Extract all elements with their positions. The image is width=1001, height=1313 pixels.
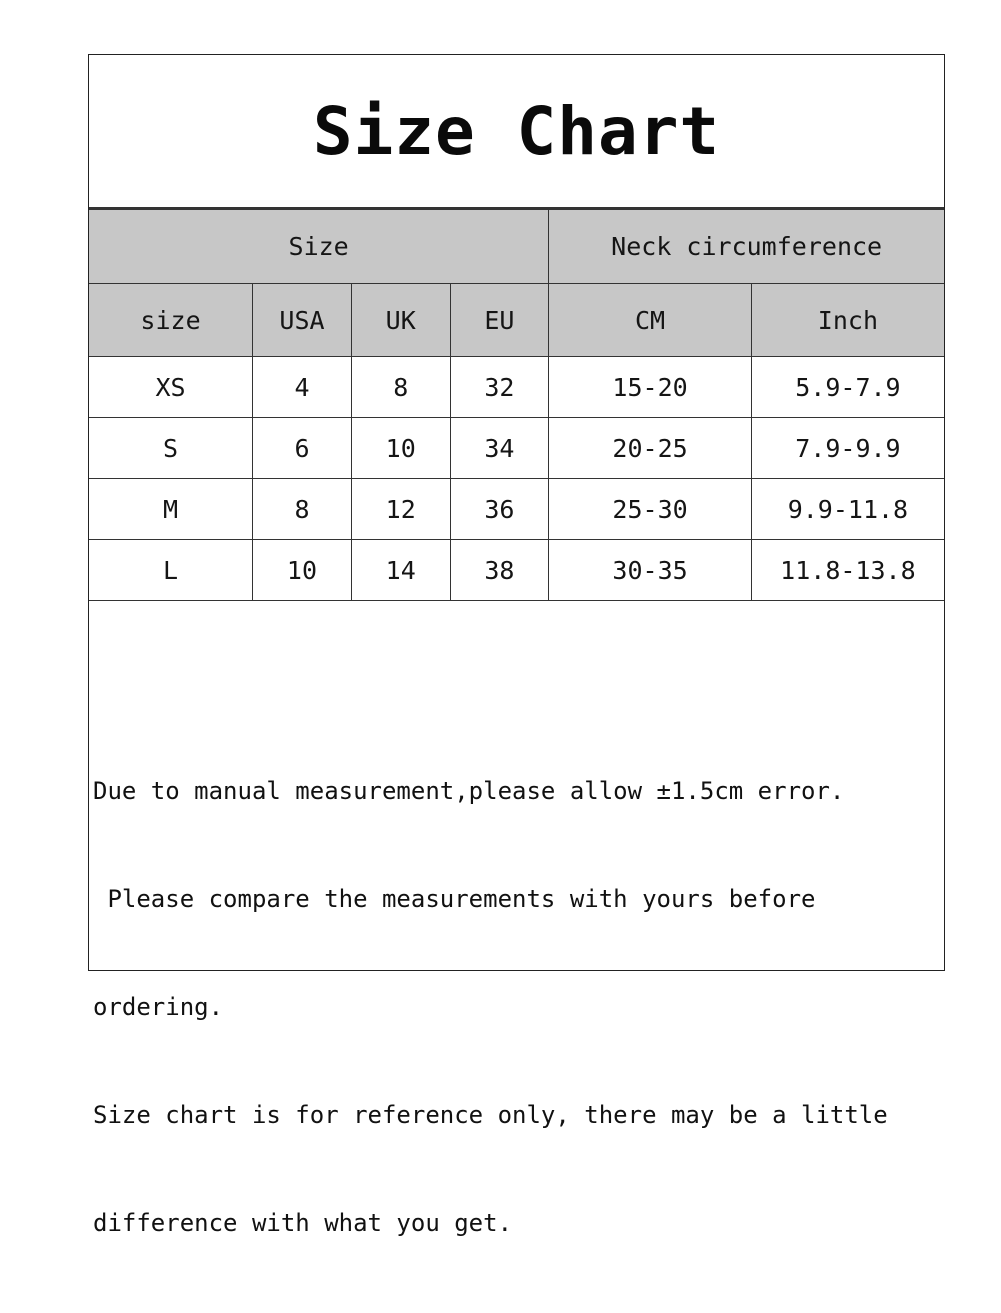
size-table [89, 209, 944, 601]
table-cell: 30-35 [549, 540, 752, 601]
table-cell: 7.9-9.9 [751, 418, 944, 479]
table-cell: 9.9-11.8 [751, 479, 944, 540]
table-cell: L [89, 540, 253, 601]
note-line: difference with what you get. [93, 1209, 513, 1237]
title-box [89, 55, 944, 209]
measurement-notes [93, 701, 943, 1313]
table-row [89, 418, 944, 479]
column-header-inch: Inch [751, 284, 944, 357]
page-title: Size Chart [312, 92, 721, 170]
table-cell: XS [89, 357, 253, 418]
table-row [89, 479, 944, 540]
table-cell: 15-20 [549, 357, 752, 418]
table-cell: 14 [351, 540, 450, 601]
note-line: Please compare the measurements with yours before [93, 885, 816, 913]
table-cell: 5.9-7.9 [751, 357, 944, 418]
column-header-usa: USA [253, 284, 352, 357]
size-chart-card [88, 54, 945, 1237]
table-group-header-row [89, 210, 944, 284]
table-cell: M [89, 479, 253, 540]
table-cell: 10 [253, 540, 352, 601]
column-header-uk: UK [351, 284, 450, 357]
note-line: ordering. [93, 993, 224, 1021]
table-cell: 34 [450, 418, 549, 479]
table-row [89, 357, 944, 418]
table-cell: 25-30 [549, 479, 752, 540]
table-sub-header-row [89, 284, 944, 357]
table-cell: 20-25 [549, 418, 752, 479]
table-cell: 4 [253, 357, 352, 418]
table-cell: 32 [450, 357, 549, 418]
group-header-neck-circumference: Neck circumference [549, 210, 944, 284]
table-cell: S [89, 418, 253, 479]
table-row [89, 540, 944, 601]
table-cell: 6 [253, 418, 352, 479]
table-cell: 12 [351, 479, 450, 540]
table-cell: 8 [253, 479, 352, 540]
table-cell: 36 [450, 479, 549, 540]
table-cell: 10 [351, 418, 450, 479]
group-header-size: Size [89, 210, 549, 284]
note-line: Size chart is for reference only, there may be a little [93, 1101, 888, 1129]
column-header-cm: CM [549, 284, 752, 357]
table-cell: 8 [351, 357, 450, 418]
column-header-eu: EU [450, 284, 549, 357]
note-line: Due to manual measurement,please allow ±1.5cm error. [93, 777, 845, 805]
table-cell: 11.8-13.8 [751, 540, 944, 601]
column-header-size: size [89, 284, 253, 357]
table-cell: 38 [450, 540, 549, 601]
